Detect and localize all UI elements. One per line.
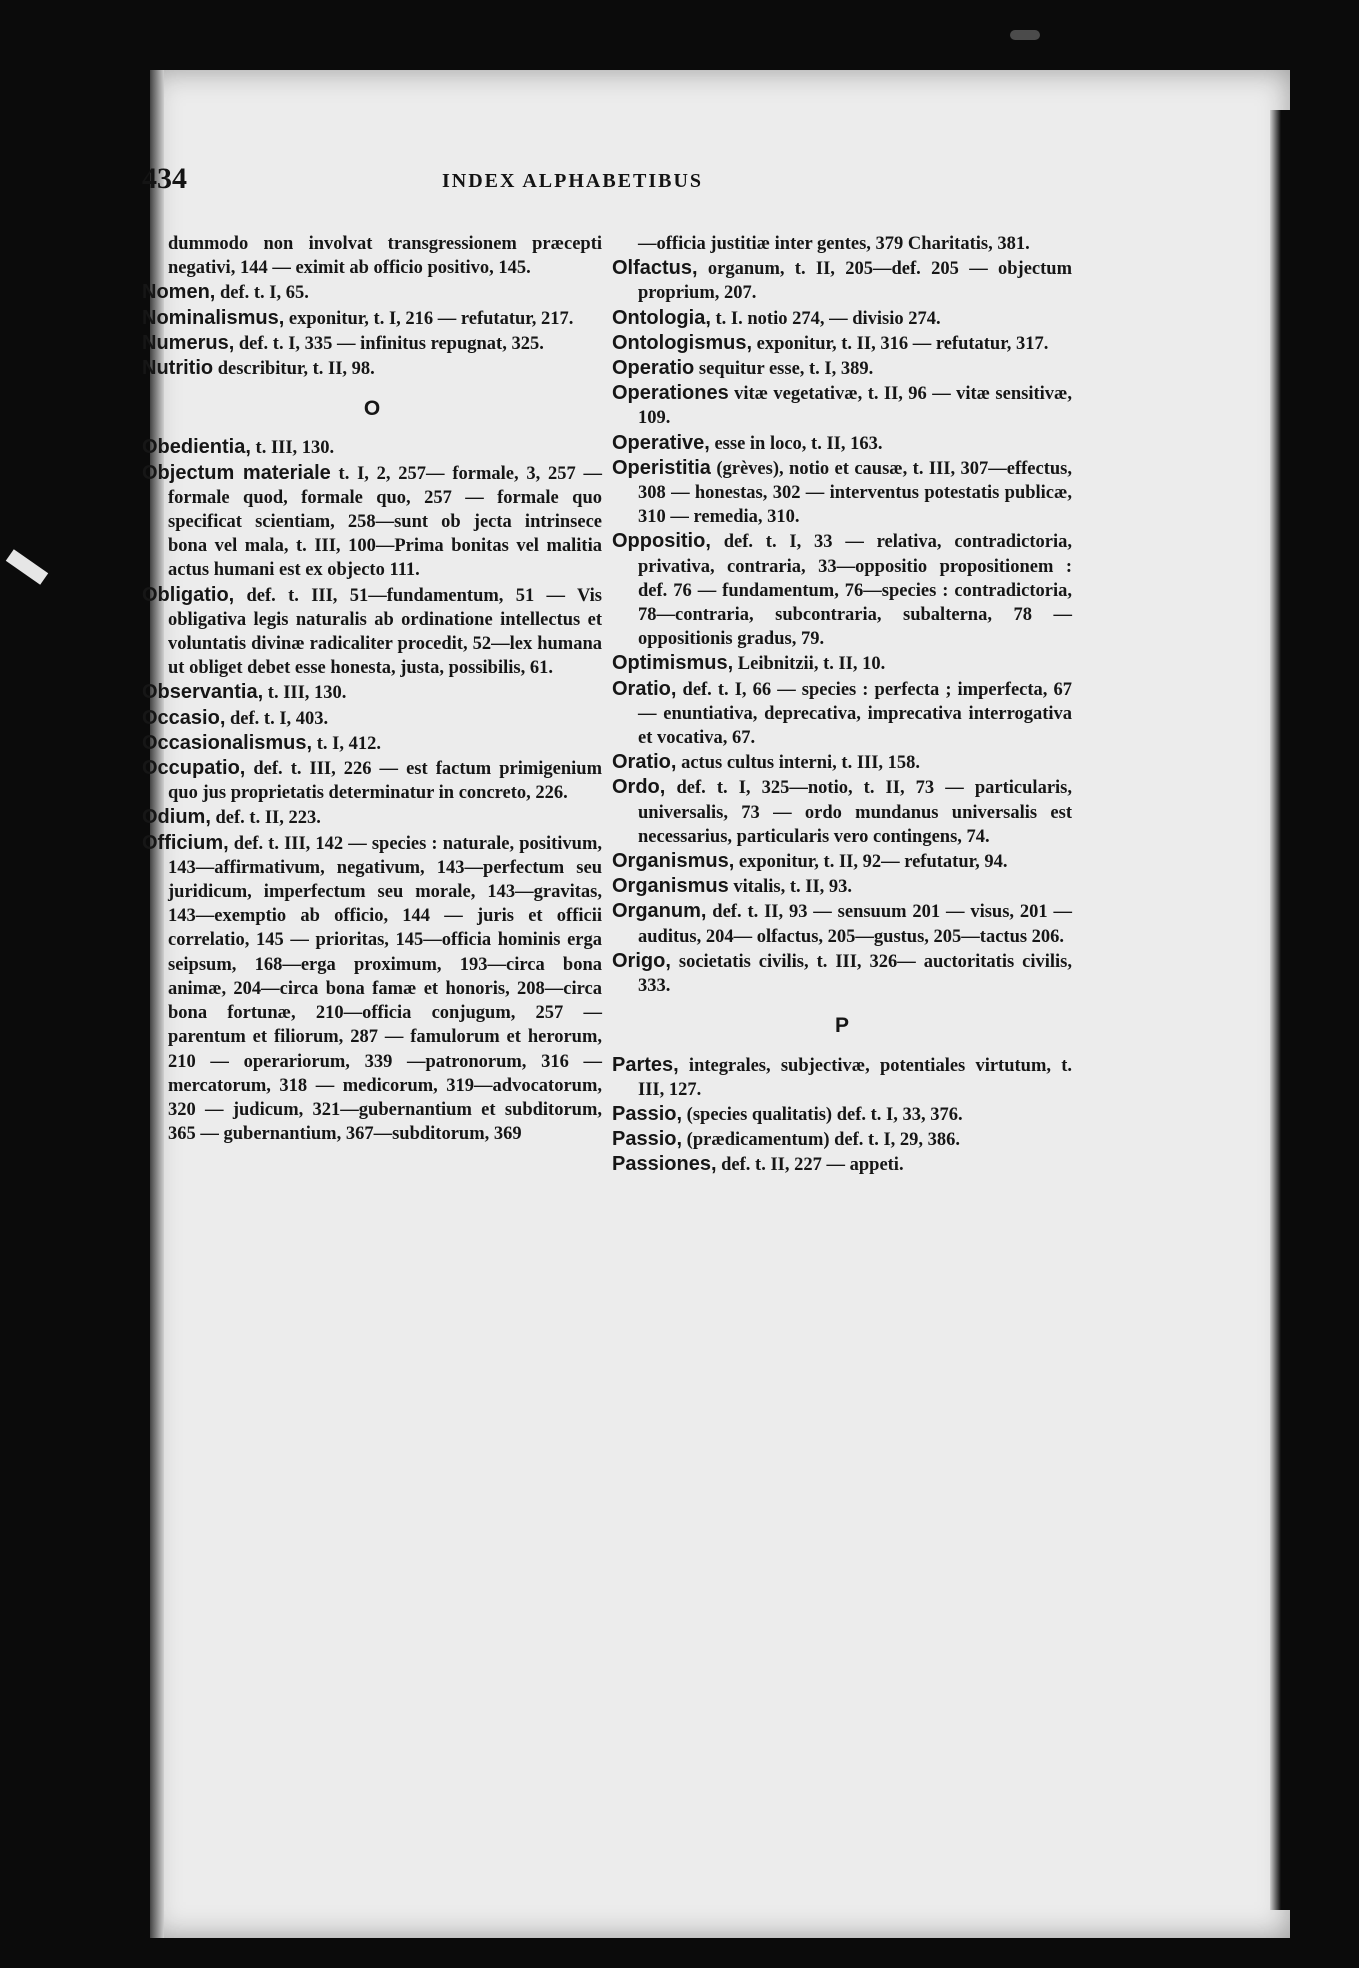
page-number: 434 xyxy=(142,162,187,195)
index-entry: Organismus vitalis, t. II, 93. xyxy=(612,875,853,898)
section-letter-o: O xyxy=(363,397,381,421)
index-entry: Obligatio, def. t. III, 51—fundamentum, 51 — Vis obligativa legis naturalis ab ordinatione intellectus et voluntatis divinæ radicaliter procedit, 52—lex humana ut obliget debet esse honesta, justa, possibilis, 61. xyxy=(142,583,602,679)
index-entry: Passio, (prædicamentum) def. t. I, 29, 386. xyxy=(612,1128,961,1151)
scan-smudge xyxy=(1010,30,1040,40)
index-entry: Occupatio, def. t. III, 226 — est factum primigenium quo jus proprietatis determinatur in concreto, 226. xyxy=(142,757,602,804)
index-entry: Olfactus, organum, t. II, 205—def. 205 — objectum proprium, 207. xyxy=(612,257,1072,304)
index-entry: Operationes vitæ vegetativæ, t. II, 96 — vitæ sensitivæ, 109. xyxy=(612,382,1072,429)
page-header xyxy=(142,162,962,202)
page-edge xyxy=(1270,110,1290,1910)
index-entry: Operistitia (grèves), notio et causæ, t. III, 307—effectus, 308 — honestas, 302 — interventus potestatis publicæ, 310 — remedia, 310. xyxy=(612,456,1072,528)
index-entry: Obedientia, t. III, 130. xyxy=(142,436,335,459)
left-column xyxy=(142,232,602,1146)
index-entry: Partes, integrales, subjectivæ, potentiales virtutum, t. III, 127. xyxy=(612,1053,1072,1100)
index-entry: Organum, def. t. II, 93 — sensuum 201 — visus, 201 — auditus, 204— olfactus, 205—gustus, 205—tactus 206. xyxy=(612,900,1072,947)
index-entry: Nutritio describitur, t. II, 98. xyxy=(142,357,375,380)
index-entry: Oratio, def. t. I, 66 — species : perfecta ; imperfecta, 67 — enuntiativa, deprecativa, imprecativa interrogativa et vocativa, 67. xyxy=(612,677,1072,749)
index-entry: Nomen, def. t. I, 65. xyxy=(142,281,309,304)
index-entry: Numerus, def. t. I, 335 — infinitus repugnat, 325. xyxy=(142,331,544,354)
index-entry: Passio, (species qualitatis) def. t. I, 33, 376. xyxy=(612,1102,963,1125)
index-entry: Oppositio, def. t. I, 33 — relativa, contradictoria, privativa, contraria, 33—oppositio propositionem : def. 76 — fundamentum, 76—species : contradictoria, 78—contraria, subcontraria, subalterna, 78 — oppositionis gradus, 79. xyxy=(612,530,1072,650)
index-entry: Officium, def. t. III, 142 — species : naturale, positivum, 143—affirmativum, negativum, 143—perfectum seu juridicum, imperfectum seu morale, 143—gravitas, 143—exemptio ab officio, 144 — juris et officii correlatio, 145 — prioritas, 145—officia hominis erga seipsum, 168—erga proximum, 193—circa bona animæ, 204—circa bona famæ et honoris, 208—circa bona fortunæ, 210—officia conjugum, 257 — parentum et filiorum, 287 — famulorum et herorum, 210 — operariorum, 339 —patronorum, 316 — mercatorum, 318 — medicorum, 319—advocatorum, 320 — judicum, 321—gubernantium et subditorum, 365 — gubernantium, 367—subditorum, 369 xyxy=(142,831,602,1145)
index-entry: Ontologia, t. I. notio 274, — divisio 274. xyxy=(612,306,941,329)
right-column xyxy=(612,232,1072,1178)
index-entry: Observantia, t. III, 130. xyxy=(142,681,347,704)
index-entry: Optimismus, Leibnitzii, t. II, 10. xyxy=(612,652,886,675)
index-entry: Operative, esse in loco, t. II, 163. xyxy=(612,431,883,454)
index-entry: Ontologismus, exponitur, t. II, 316 — refutatur, 317. xyxy=(612,331,1049,354)
index-entry: Objectum materiale t. I, 2, 257— formale, 3, 257 — formale quod, formale quo, 257 — formale quo specificat scientiam, 258—sunt ob jecta intrinsece bona vel mala, t. III, 100—Prima bonitas vel malitia actus humani est ex objecto 111. xyxy=(142,461,602,581)
section-letter-p: P xyxy=(834,1014,849,1038)
index-entry: Oratio, actus cultus interni, t. III, 158. xyxy=(612,751,921,774)
index-entry: Odium, def. t. II, 223. xyxy=(142,806,321,829)
index-entry: Organismus, exponitur, t. II, 92— refutatur, 94. xyxy=(612,850,1008,873)
running-head: INDEX ALPHABETIBUS xyxy=(442,170,704,192)
index-entry: Operatio sequitur esse, t. I, 389. xyxy=(612,357,874,380)
index-entry: Occasionalismus, t. I, 412. xyxy=(142,731,381,754)
index-entry: Passiones, def. t. II, 227 — appeti. xyxy=(612,1153,904,1176)
index-entry: —officia justitiæ inter gentes, 379 Charitatis, 381. xyxy=(638,234,1030,254)
index-entry: dummodo non involvat transgressionem præcepti negativi, 144 — eximit ab officio positivo, 145. xyxy=(168,234,602,279)
index-entry: Occasio, def. t. I, 403. xyxy=(142,706,329,729)
index-entry: Ordo, def. t. I, 325—notio, t. II, 73 — particularis, universalis, 73 — ordo mundanus universalis est necessarius, particularis vero contingens, 74. xyxy=(612,776,1072,847)
paper-mark xyxy=(6,549,48,585)
index-entry: Nominalismus, exponitur, t. I, 216 — refutatur, 217. xyxy=(142,306,574,329)
index-entry: Origo, societatis civilis, t. III, 326— auctoritatis civilis, 333. xyxy=(612,949,1072,997)
